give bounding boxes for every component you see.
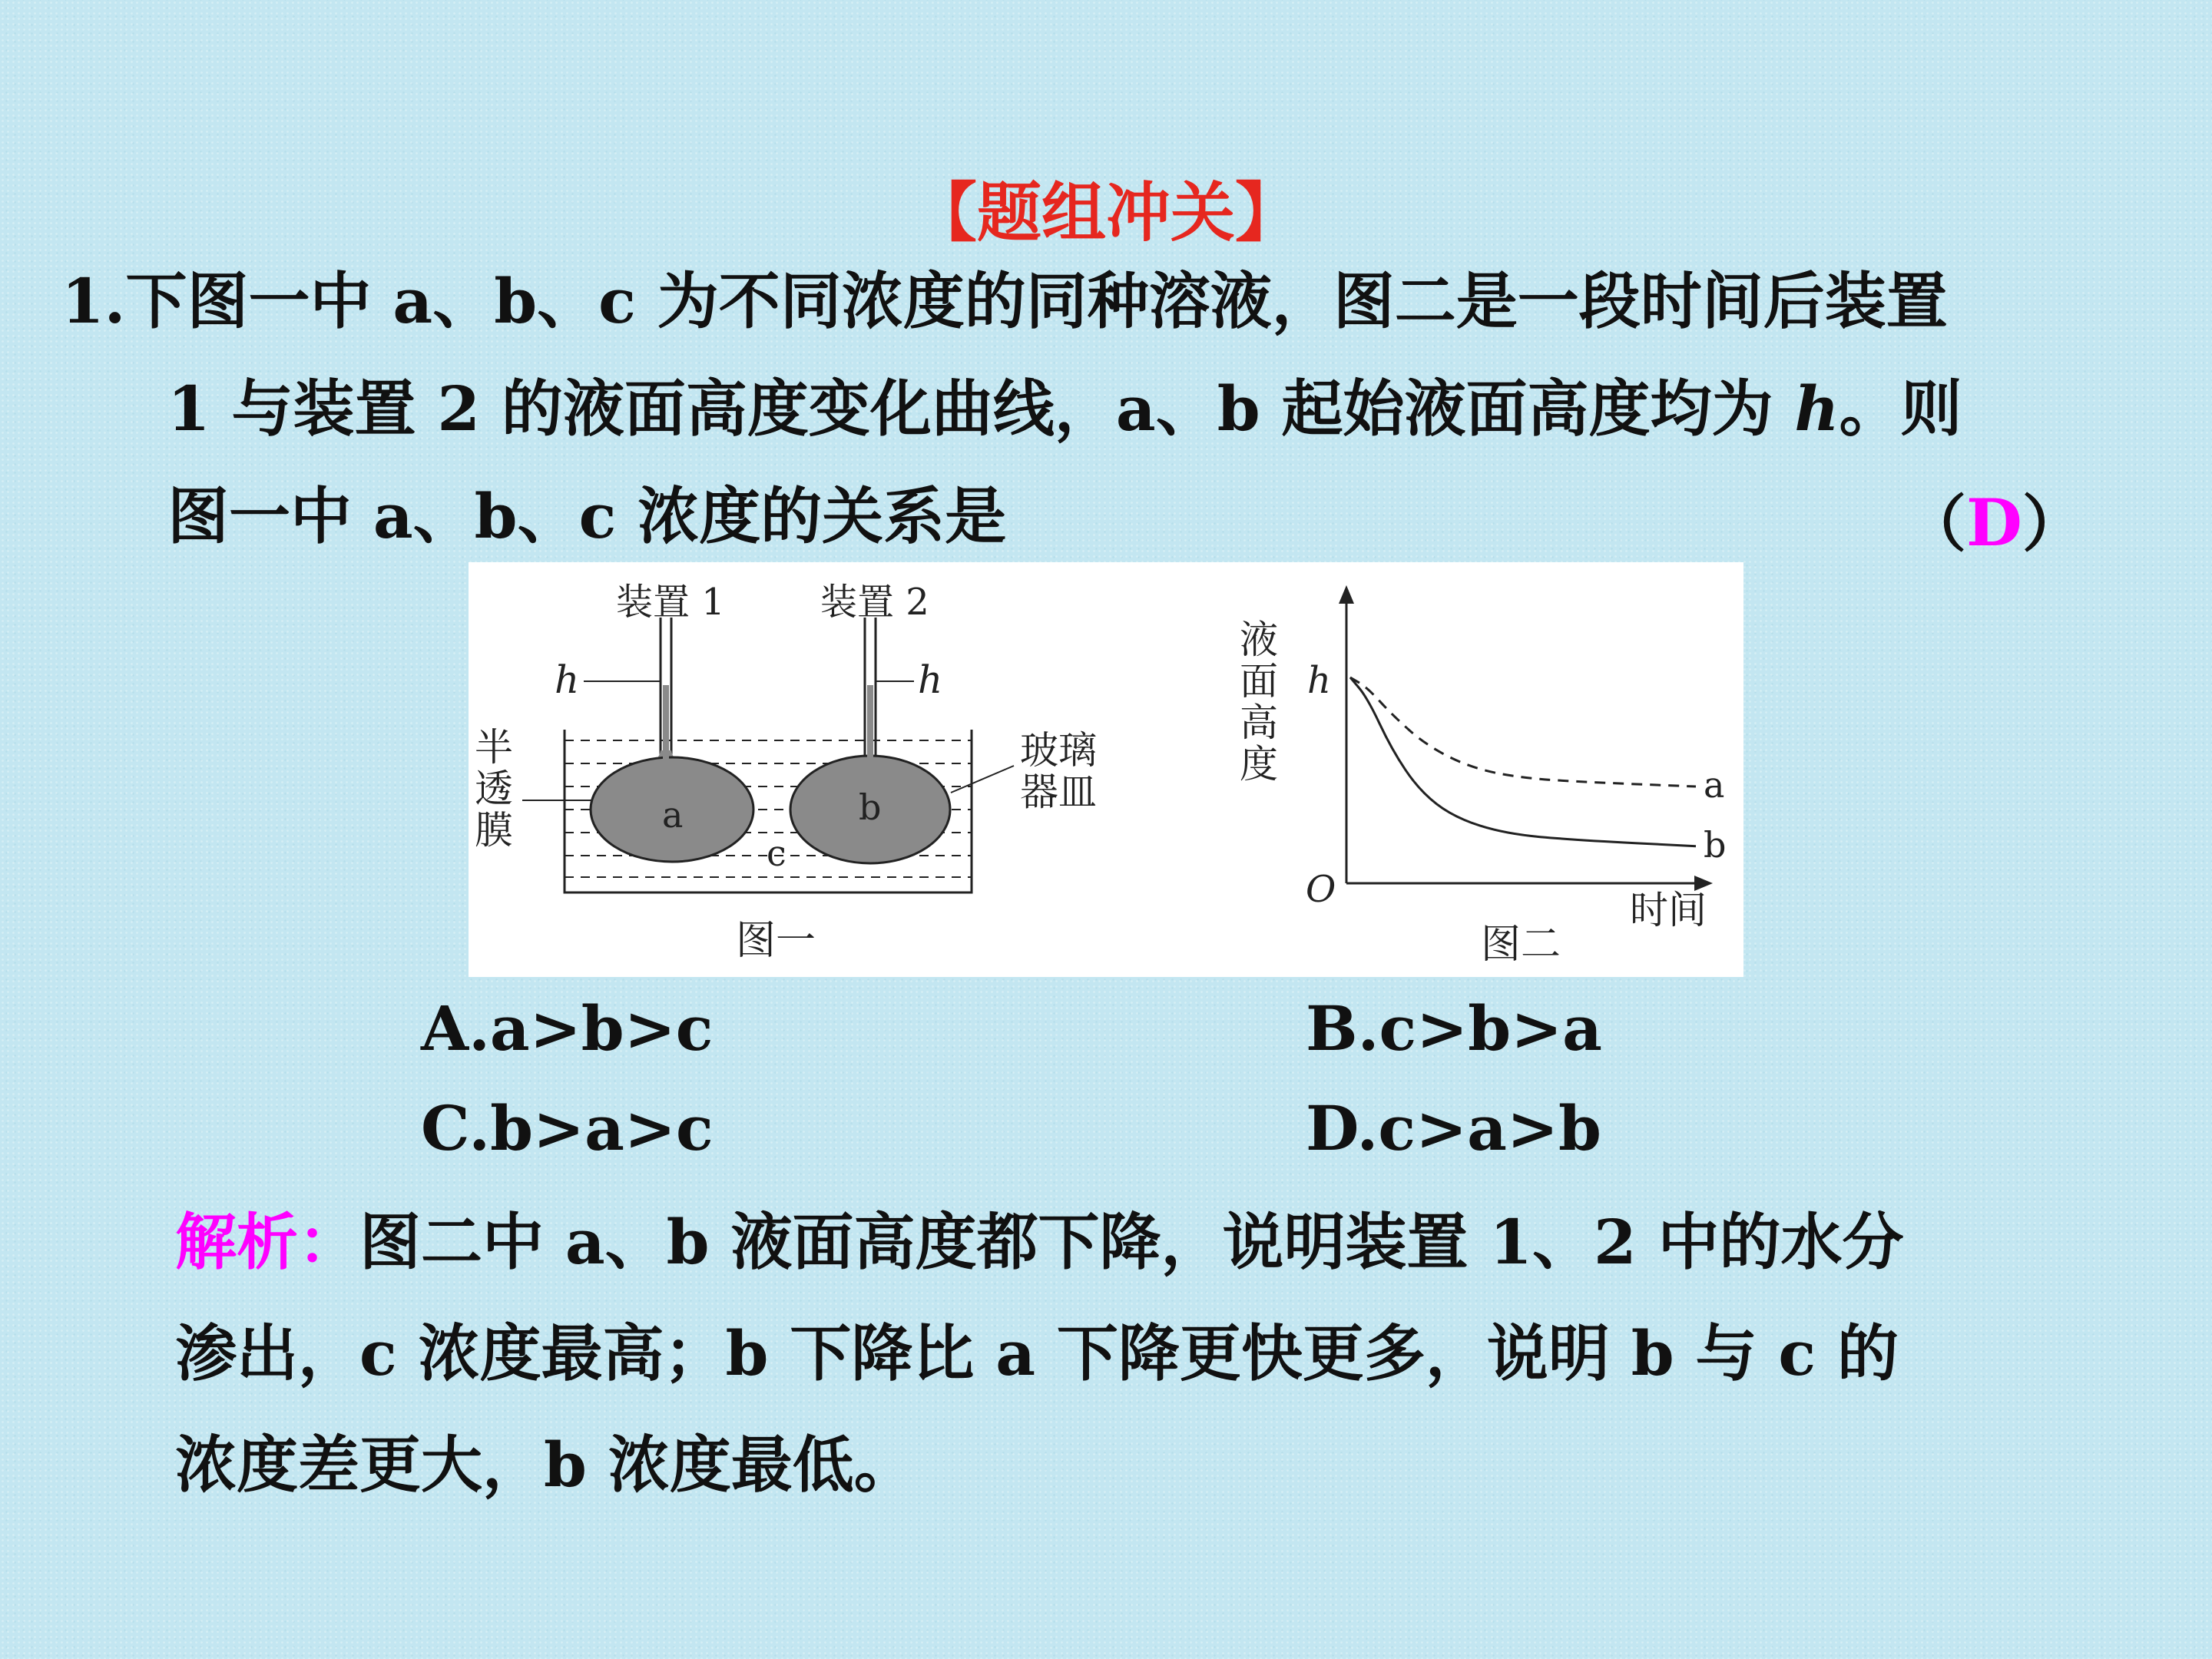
question-text-1: 下图一中 a、b、c 为不同浓度的同种溶液，图二是一段时间后装置 xyxy=(125,265,1948,337)
curve-a xyxy=(1350,677,1696,786)
figure-panel xyxy=(469,562,1743,977)
y-label-char-4: 度 xyxy=(1240,742,1278,786)
paren-open: （ xyxy=(1905,488,1966,560)
section-title: 【题组冲关】 xyxy=(912,175,1300,250)
curves xyxy=(1350,677,1726,866)
question-line-1 xyxy=(61,263,1948,339)
question-line-2 xyxy=(167,370,1962,447)
question-line-3: 图一中 a、b、c 浓度的关系是 xyxy=(167,480,1007,552)
explanation-label: 解析： xyxy=(175,1206,359,1278)
question-number: 1. xyxy=(61,265,126,337)
paren-close: ） xyxy=(2022,488,2084,560)
tube-1-liquid xyxy=(663,685,669,758)
tube-2-liquid xyxy=(867,685,873,758)
explanation-text-1: 图二中 a、b 液面高度都下降，说明装置 1、2 中的水分 xyxy=(359,1206,1904,1278)
dish-label-1: 玻璃 xyxy=(1020,728,1097,773)
y-label-char-1: 液 xyxy=(1240,618,1278,662)
option-a[interactable]: A.a>b>c xyxy=(421,992,714,1065)
label-c: c xyxy=(767,833,786,874)
option-b[interactable]: B.c>b>a xyxy=(1306,992,1603,1065)
option-c[interactable]: C.b>a>c xyxy=(421,1092,714,1164)
variable-h: h xyxy=(1794,373,1839,445)
device-1-label: 装置 1 xyxy=(616,581,725,624)
tube-2-empty xyxy=(867,618,873,685)
curve-label-a: a xyxy=(1704,764,1725,806)
tube-1-empty xyxy=(663,618,669,685)
answer-letter: D xyxy=(1966,485,2022,561)
question-text-2a: 1 与装置 2 的液面高度变化曲线，a、b 起始液面高度均为 xyxy=(167,373,1795,445)
h-right-label: h xyxy=(918,657,943,702)
figure-one xyxy=(475,581,1097,964)
question-text-2b: 。则 xyxy=(1839,373,1962,445)
explanation-line-2: 渗出，c 浓度最高；b 下降比 a 下降更快更多，说明 b 与 c 的 xyxy=(175,1317,1899,1389)
h-left-label: h xyxy=(555,657,580,702)
membrane-char-1: 半 xyxy=(475,725,513,770)
figure-one-caption: 图一 xyxy=(736,918,816,964)
x-axis-label: 时间 xyxy=(1630,888,1707,932)
curve-label-b: b xyxy=(1704,823,1727,866)
device-2-label: 装置 2 xyxy=(820,581,929,624)
y-axis-arrow xyxy=(1339,585,1354,604)
option-d[interactable]: D.c>a>b xyxy=(1306,1092,1601,1164)
curve-b xyxy=(1350,677,1696,846)
explanation-line-3: 浓度差更大，b 浓度最低。 xyxy=(175,1429,916,1501)
figure-two xyxy=(1240,585,1726,968)
dish-label-2: 器皿 xyxy=(1020,770,1097,814)
figure-two-caption: 图二 xyxy=(1481,922,1561,968)
y-label-char-3: 高 xyxy=(1240,700,1278,745)
origin-label: O xyxy=(1306,868,1336,911)
membrane-char-3: 膜 xyxy=(475,808,513,853)
label-a: a xyxy=(662,794,684,836)
y-label-char-2: 面 xyxy=(1240,659,1278,704)
explanation-line-1 xyxy=(175,1204,1904,1280)
h-tick-label: h xyxy=(1307,659,1331,702)
answer-bracket xyxy=(1905,475,2084,563)
label-b: b xyxy=(859,786,882,828)
membrane-char-2: 透 xyxy=(475,767,513,811)
